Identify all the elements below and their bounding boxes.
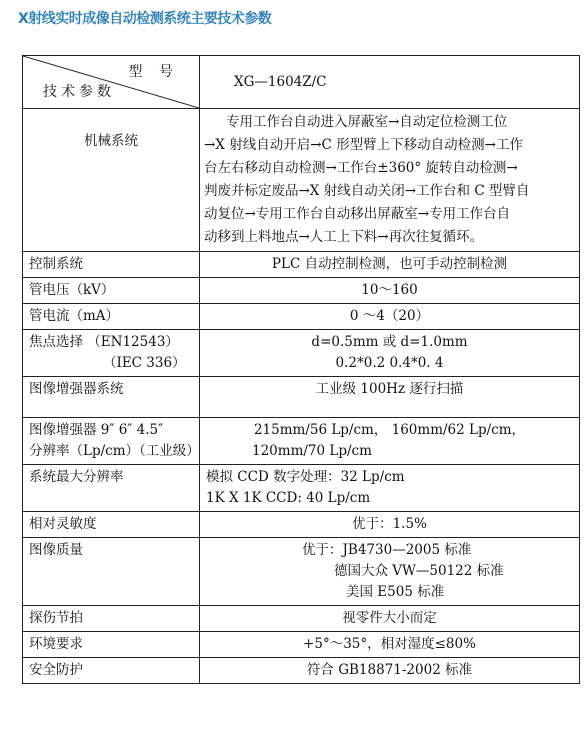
- table-row: [23, 606, 580, 632]
- table-row: [23, 109, 580, 252]
- sensitivity-label: 相对灵敏度: [23, 512, 200, 538]
- table-row: [23, 418, 580, 465]
- control-value: PLC 自动控制检测，也可手动控制检测: [200, 252, 580, 278]
- page-title: X射线实时成像自动检测系统主要技术参数: [18, 11, 272, 27]
- mechanical-text: [200, 109, 580, 252]
- max-resolution-line: 模拟 CCD 数字处理：32 Lp/cm: [206, 469, 405, 485]
- header-diagonal-cell: [23, 56, 200, 109]
- quality-line: 优于：JB4730—2005 标准: [302, 542, 472, 558]
- type-label: 型 号: [128, 64, 179, 80]
- table-row: [23, 538, 580, 606]
- sensitivity-value: 优于：1.5%: [200, 512, 580, 538]
- table-row: [23, 330, 580, 377]
- voltage-label: 管电压（kV）: [23, 278, 200, 304]
- safety-label: 安全防护: [23, 658, 200, 684]
- focus-label-line: 焦点选择 （EN12543）: [29, 334, 179, 350]
- current-value: 0 ～4（20）: [200, 304, 580, 330]
- table-row: [23, 465, 580, 512]
- mechanical-line: 动移到上料地点→人工上下料→再次往复循环。: [204, 229, 484, 245]
- current-label: 管电流（mA）: [23, 304, 200, 330]
- table-row: [23, 512, 580, 538]
- mechanical-line: 动复位→专用工作台自动移出屏蔽室→专用工作台自: [204, 206, 511, 222]
- safety-value: 符合 GB18871-2002 标准: [200, 658, 580, 684]
- intensifier-label: 图像增强器系统: [23, 377, 200, 418]
- resolution-label: [23, 418, 200, 465]
- table-row: [23, 304, 580, 330]
- table-header-row: [23, 56, 580, 109]
- table-row: [23, 658, 580, 684]
- table-row: [23, 278, 580, 304]
- table-row: [23, 632, 580, 658]
- resolution-label-line: 图像增强器 9″ 6″ 4.5″: [29, 422, 164, 438]
- quality-line: 德国大众 VW—50122 标准: [334, 563, 504, 579]
- quality-value: [200, 538, 580, 606]
- cycle-label: 探伤节拍: [23, 606, 200, 632]
- max-resolution-value: [200, 465, 580, 512]
- param-label: 技术参数: [43, 84, 115, 100]
- quality-label: 图像质量: [23, 538, 200, 606]
- spec-table: [22, 55, 580, 684]
- control-label: 控制系统: [23, 252, 200, 278]
- table-row: [23, 377, 580, 418]
- cycle-value: 视零件大小而定: [200, 606, 580, 632]
- model-number: XG—1604Z/C: [200, 56, 580, 109]
- resolution-value-line: 120mm/70 Lp/cm: [252, 443, 372, 459]
- max-resolution-label: 系统最大分辨率: [23, 465, 200, 512]
- intensifier-value: 工业级 100Hz 逐行扫描: [200, 377, 580, 418]
- focus-label-line: （IEC 336）: [103, 355, 186, 371]
- resolution-value: [200, 418, 580, 465]
- mechanical-label: 机械系统: [23, 109, 200, 252]
- mechanical-line: →X 射线自动开启→C 形型臂上下移动自动检测→工作: [204, 137, 523, 153]
- focus-value-line: d=0.5mm 或 d=1.0mm: [311, 334, 468, 350]
- environment-value: +5°～35°，相对湿度≤80%: [200, 632, 580, 658]
- mechanical-line: 专用工作台自动进入屏蔽室→自动定位检测工位: [226, 114, 508, 130]
- quality-line: 美国 E505 标准: [346, 584, 445, 600]
- resolution-label-line: 分辨率（Lp/cm）（工业级）: [29, 443, 200, 459]
- table-row: [23, 252, 580, 278]
- focus-value-line: 0.2*0.2 0.4*0. 4: [335, 355, 444, 371]
- mechanical-line: 判废并标定废品→X 射线自动关闭→工作台和 C 型臂自: [204, 183, 530, 199]
- resolution-value-line: 215mm/56 Lp/cm， 160mm/62 Lp/cm，: [253, 422, 526, 438]
- voltage-value: 10～160: [200, 278, 580, 304]
- focus-label: [23, 330, 200, 377]
- focus-value: [200, 330, 580, 377]
- mechanical-line: 台左右移动自动检测→工作台±360° 旋转自动检测→: [204, 160, 518, 176]
- environment-label: 环境要求: [23, 632, 200, 658]
- max-resolution-line: 1K X 1K CCD: 40 Lp/cm: [206, 490, 371, 506]
